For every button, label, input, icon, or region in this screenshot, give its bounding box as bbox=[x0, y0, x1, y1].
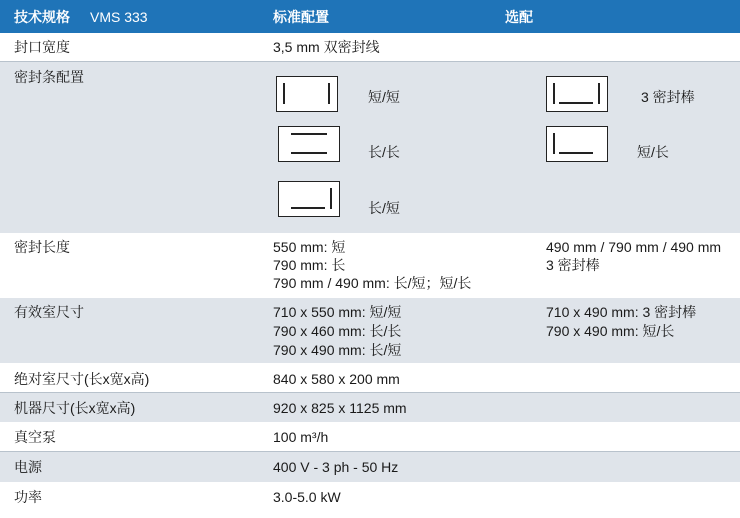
row-optional-line: 490 mm / 790 mm / 490 mm bbox=[546, 239, 722, 255]
row-label: 电源 bbox=[14, 459, 42, 475]
long-long-seal-icon bbox=[278, 126, 340, 162]
row-seal-length bbox=[0, 233, 740, 297]
row-machine-size bbox=[0, 393, 740, 422]
row-label: 真空泵 bbox=[14, 429, 56, 445]
row-optional-line: 710 x 490 mm: 3 密封棒 bbox=[546, 304, 697, 320]
config-label-long-long: 长/长 bbox=[368, 144, 400, 160]
row-power bbox=[0, 482, 740, 518]
config-label-short-short: 短/短 bbox=[368, 89, 400, 105]
row-seal-width bbox=[0, 33, 740, 62]
row-standard-line: 790 mm: 长 bbox=[273, 257, 346, 273]
row-optional-line: 3 密封棒 bbox=[546, 257, 600, 273]
row-standard-line: 710 x 550 mm: 短/短 bbox=[273, 304, 402, 320]
row-label: 功率 bbox=[14, 489, 42, 505]
row-label: 密封长度 bbox=[14, 239, 70, 255]
row-standard: 400 V - 3 ph - 50 Hz bbox=[273, 459, 399, 475]
optional-header: 选配 bbox=[505, 9, 533, 25]
row-abs-chamber bbox=[0, 364, 740, 393]
row-label: 有效室尺寸 bbox=[14, 304, 84, 320]
row-label: 绝对室尺寸(长x宽x高) bbox=[14, 371, 150, 387]
short-long-seal-icon bbox=[546, 126, 608, 162]
standard-header: 标准配置 bbox=[273, 9, 329, 25]
row-power-supply bbox=[0, 452, 740, 482]
config-label-long-short: 长/短 bbox=[368, 200, 400, 216]
long-short-seal-icon bbox=[278, 181, 340, 217]
row-standard-line: 790 mm / 490 mm: 长/短；短/长 bbox=[273, 275, 472, 291]
row-standard: 3,5 mm 双密封线 bbox=[273, 39, 380, 55]
spec-label: 技术规格 bbox=[14, 9, 70, 25]
row-standard-line: 790 x 490 mm: 长/短 bbox=[273, 342, 402, 358]
row-standard: 920 x 825 x 1125 mm bbox=[273, 400, 407, 416]
row-label: 封口宽度 bbox=[14, 39, 70, 55]
short-short-seal-icon bbox=[276, 76, 338, 112]
three-seal-bars-icon bbox=[546, 76, 608, 112]
row-standard-line: 790 x 460 mm: 长/长 bbox=[273, 323, 402, 339]
row-standard-line: 550 mm: 短 bbox=[273, 239, 346, 255]
row-standard: 3.0-5.0 kW bbox=[273, 489, 341, 505]
model-name: VMS 333 bbox=[90, 9, 148, 25]
row-optional-line: 790 x 490 mm: 短/长 bbox=[546, 323, 675, 339]
row-seal-bar-config bbox=[0, 62, 740, 233]
config-label-short-long: 短/长 bbox=[637, 144, 669, 160]
row-standard: 840 x 580 x 200 mm bbox=[273, 371, 400, 387]
row-chamber-size bbox=[0, 298, 740, 363]
row-pump bbox=[0, 422, 740, 452]
table-header bbox=[0, 0, 740, 33]
row-label: 密封条配置 bbox=[14, 69, 84, 85]
config-label-three-bars: 3 密封棒 bbox=[641, 89, 695, 105]
row-label: 机器尺寸(长x宽x高) bbox=[14, 400, 136, 416]
row-standard: 100 m³/h bbox=[273, 429, 329, 445]
